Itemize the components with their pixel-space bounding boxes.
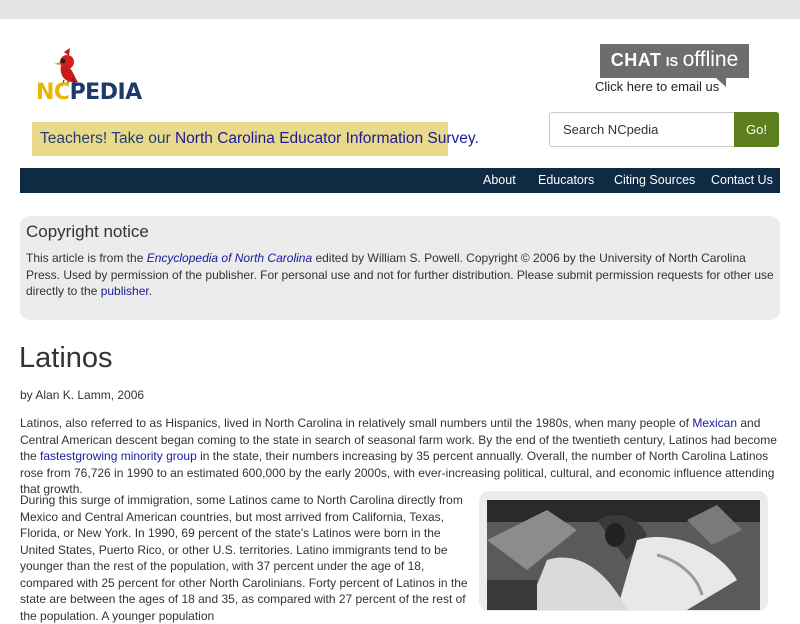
copyright-notice bbox=[20, 216, 780, 320]
encyclopedia-link[interactable]: Encyclopedia of North Carolina bbox=[146, 251, 313, 265]
chat-status-badge[interactable] bbox=[600, 44, 749, 78]
article-figure bbox=[479, 491, 768, 611]
page-title: Latinos bbox=[19, 342, 113, 374]
chat-status: offline bbox=[682, 48, 739, 71]
copyright-text-3: . bbox=[148, 284, 153, 298]
ncpedia-logo-text[interactable] bbox=[36, 80, 142, 105]
survey-link[interactable]: North Carolina Educator Information Survey. bbox=[174, 130, 479, 147]
survey-prefix: Teachers! Take our bbox=[40, 130, 175, 147]
nav-citing-sources[interactable]: Citing Sources bbox=[614, 173, 696, 187]
p1-text-c: in the state, their numbers increasing by 35 percent annually. Overall, the number of North Carolina Latinos rose from 76,726 in 1990 to an estimated 600,000 by the early 2000s, with ever-increasing political, cultural, and economic influence attending that growth. bbox=[20, 449, 775, 496]
chat-is: IS bbox=[665, 54, 679, 69]
copyright-title: Copyright notice bbox=[26, 222, 149, 241]
logo-nc: NC bbox=[36, 80, 70, 105]
chat-label: CHAT bbox=[610, 50, 662, 70]
paragraph-2: During this surge of immigration, some Latinos came to North Carolina directly from Mexico and Central American countries, but most arrived from California, Texas, Florida, or New York. In 1990, 69 percent of the state's Latinos were born in the United States, Puerto Rico, or other U.S. territories. Latino immigrants tend to be younger than the rest of the population, with 37 percent under the age of 18, compared with 25 percent for other North Carolinians. Forty percent of Latinos in the state are between the ages of 18 and 35, as compared with 27 percent of the rest of the population. A younger population bbox=[20, 493, 468, 623]
paragraph-1 bbox=[20, 415, 780, 498]
dancers-photo[interactable] bbox=[487, 500, 760, 610]
main-nav bbox=[20, 168, 780, 193]
p1-text-b: and Central American descent began coming to the state in search of seasonal farm work. By the end of the twentieth century, Latinos had become the bbox=[20, 416, 777, 463]
search-input[interactable] bbox=[549, 112, 735, 147]
copyright-text-1: This article is from the bbox=[26, 251, 147, 265]
byline: by Alan K. Lamm, 2006 bbox=[20, 388, 145, 402]
search-go-button[interactable]: Go! bbox=[734, 112, 779, 147]
publisher-link[interactable]: publisher bbox=[100, 284, 149, 298]
nav-about[interactable]: About bbox=[483, 173, 516, 187]
copyright-text bbox=[26, 250, 774, 300]
educator-survey-banner bbox=[32, 122, 479, 156]
nav-contact-us[interactable]: Contact Us bbox=[711, 173, 773, 187]
fastest-growing-minority-link[interactable]: fastestgrowing minority group bbox=[40, 449, 197, 463]
top-strip bbox=[0, 0, 800, 19]
logo-pedia: PEDIA bbox=[69, 80, 142, 105]
copyright-text-2: edited by William S. Powell. Copyright © 2006 by the University of North Carolina Press. Used by permission of the publisher. For personal use and not for further distribution. Please submit permission requests for other use directly to the bbox=[26, 251, 774, 298]
nav-educators[interactable]: Educators bbox=[538, 173, 595, 187]
p1-text-a: Latinos, also referred to as Hispanics, lived in North Carolina in relatively small numbers until the 1980s, when many people of bbox=[20, 416, 693, 430]
mexican-link[interactable]: Mexican bbox=[692, 416, 738, 430]
email-us-link[interactable]: Click here to email us bbox=[595, 79, 720, 94]
